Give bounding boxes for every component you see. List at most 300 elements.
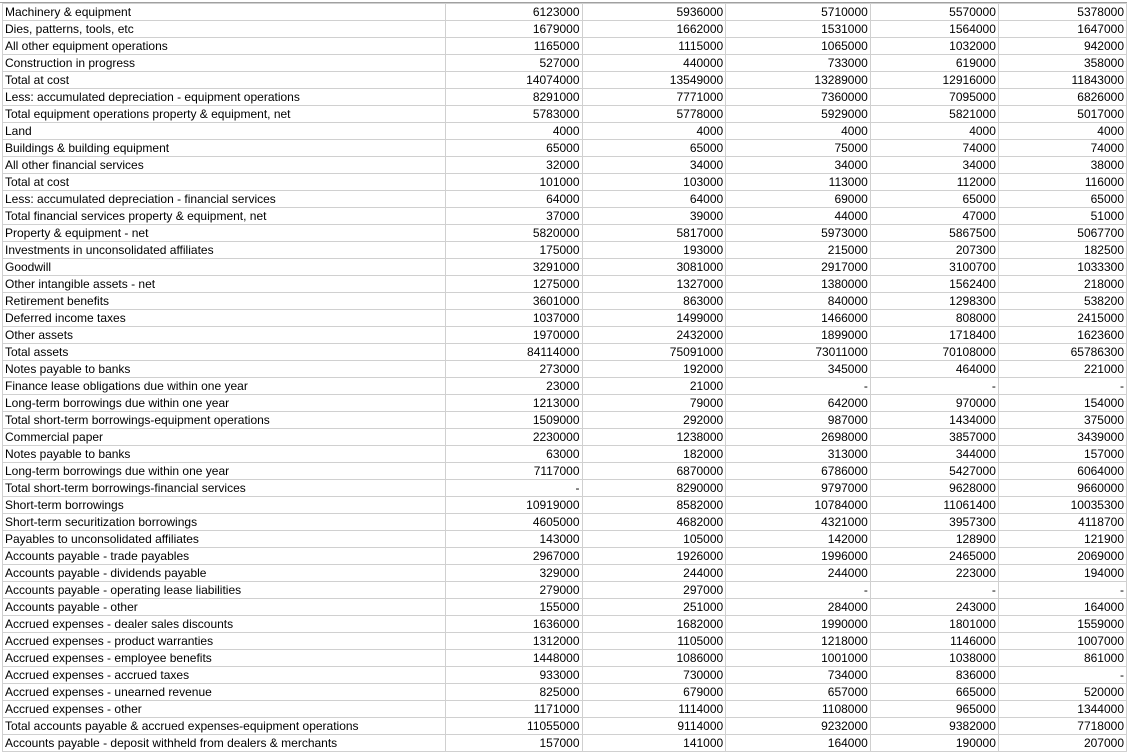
- value-cell[interactable]: 75091000: [582, 344, 726, 361]
- row-label-cell[interactable]: Land: [3, 123, 446, 140]
- value-cell[interactable]: 1448000: [445, 650, 582, 667]
- row-label-cell[interactable]: Other assets: [3, 327, 446, 344]
- row-label-cell[interactable]: Accrued expenses - accrued taxes: [3, 667, 446, 684]
- value-cell[interactable]: 1509000: [445, 412, 582, 429]
- value-cell[interactable]: 733000: [726, 55, 871, 72]
- value-cell[interactable]: 34000: [870, 157, 998, 174]
- table-row: [3, 55, 1127, 72]
- row-label-cell[interactable]: Accounts payable - dividends payable: [3, 565, 446, 582]
- value-cell[interactable]: 1718400: [870, 327, 998, 344]
- value-cell[interactable]: 23000: [445, 378, 582, 395]
- value-cell[interactable]: 1499000: [582, 310, 726, 327]
- value-cell[interactable]: 942000: [998, 38, 1126, 55]
- table-row: [3, 599, 1127, 616]
- table-row: [3, 514, 1127, 531]
- value-cell[interactable]: 10035300: [998, 497, 1126, 514]
- row-label-cell[interactable]: All other equipment operations: [3, 38, 446, 55]
- row-label-cell[interactable]: Total accounts payable & accrued expenses-equipment operations: [3, 718, 446, 735]
- value-cell[interactable]: 5929000: [726, 106, 871, 123]
- value-cell[interactable]: 863000: [582, 293, 726, 310]
- value-cell[interactable]: 1996000: [726, 548, 871, 565]
- row-label-cell[interactable]: Total short-term borrowings-equipment operations: [3, 412, 446, 429]
- value-cell[interactable]: 164000: [726, 735, 871, 752]
- value-cell[interactable]: 65000: [998, 191, 1126, 208]
- table-row: [3, 497, 1127, 514]
- value-cell[interactable]: 2432000: [582, 327, 726, 344]
- value-cell[interactable]: 1434000: [870, 412, 998, 429]
- row-label-cell[interactable]: Less: accumulated depreciation - financial services: [3, 191, 446, 208]
- table-row: [3, 412, 1127, 429]
- table-row: [3, 650, 1127, 667]
- row-label-cell[interactable]: Machinery & equipment: [3, 4, 446, 21]
- value-cell[interactable]: 358000: [998, 55, 1126, 72]
- value-cell[interactable]: 3439000: [998, 429, 1126, 446]
- row-label-cell[interactable]: Short-term borrowings: [3, 497, 446, 514]
- value-cell[interactable]: 8291000: [445, 89, 582, 106]
- value-cell[interactable]: 1238000: [582, 429, 726, 446]
- value-cell[interactable]: 2917000: [726, 259, 871, 276]
- value-cell[interactable]: 5783000: [445, 106, 582, 123]
- value-cell[interactable]: 1564000: [870, 21, 998, 38]
- value-cell[interactable]: 5778000: [582, 106, 726, 123]
- value-cell[interactable]: 5427000: [870, 463, 998, 480]
- table-row: [3, 123, 1127, 140]
- table-row: [3, 276, 1127, 293]
- value-cell[interactable]: 5973000: [726, 225, 871, 242]
- value-cell[interactable]: 9232000: [726, 718, 871, 735]
- row-label-cell[interactable]: Goodwill: [3, 259, 446, 276]
- value-cell[interactable]: 74000: [870, 140, 998, 157]
- table-row: [3, 361, 1127, 378]
- value-cell[interactable]: 9660000: [998, 480, 1126, 497]
- row-label-cell[interactable]: Notes payable to banks: [3, 446, 446, 463]
- value-cell[interactable]: 103000: [582, 174, 726, 191]
- value-cell[interactable]: 2698000: [726, 429, 871, 446]
- value-cell[interactable]: 70108000: [870, 344, 998, 361]
- value-cell[interactable]: 190000: [870, 735, 998, 752]
- row-label-cell[interactable]: Accrued expenses - other: [3, 701, 446, 718]
- value-cell[interactable]: 730000: [582, 667, 726, 684]
- value-cell[interactable]: 825000: [445, 684, 582, 701]
- value-cell[interactable]: 313000: [726, 446, 871, 463]
- value-cell[interactable]: 1105000: [582, 633, 726, 650]
- value-cell[interactable]: 1298300: [870, 293, 998, 310]
- value-cell[interactable]: 32000: [445, 157, 582, 174]
- row-label-cell[interactable]: Long-term borrowings due within one year: [3, 463, 446, 480]
- value-cell[interactable]: 284000: [726, 599, 871, 616]
- value-cell[interactable]: 933000: [445, 667, 582, 684]
- table-row: [3, 106, 1127, 123]
- value-cell[interactable]: -: [998, 582, 1126, 599]
- table-row: [3, 429, 1127, 446]
- value-cell[interactable]: 157000: [445, 735, 582, 752]
- value-cell[interactable]: 10784000: [726, 497, 871, 514]
- value-cell[interactable]: 344000: [870, 446, 998, 463]
- value-cell[interactable]: 75000: [726, 140, 871, 157]
- value-cell[interactable]: 8290000: [582, 480, 726, 497]
- table-row: [3, 463, 1127, 480]
- value-cell[interactable]: 3291000: [445, 259, 582, 276]
- value-cell[interactable]: 9114000: [582, 718, 726, 735]
- row-label-cell[interactable]: Accounts payable - deposit withheld from dealers & merchants: [3, 735, 446, 752]
- value-cell[interactable]: 73011000: [726, 344, 871, 361]
- value-cell[interactable]: 3601000: [445, 293, 582, 310]
- value-cell[interactable]: 1662000: [582, 21, 726, 38]
- value-cell[interactable]: 5570000: [870, 4, 998, 21]
- value-cell[interactable]: 65786300: [998, 344, 1126, 361]
- value-cell[interactable]: 1165000: [445, 38, 582, 55]
- value-cell[interactable]: 215000: [726, 242, 871, 259]
- value-cell[interactable]: 14074000: [445, 72, 582, 89]
- value-cell[interactable]: 101000: [445, 174, 582, 191]
- value-cell[interactable]: 1001000: [726, 650, 871, 667]
- value-cell[interactable]: 11843000: [998, 72, 1126, 89]
- value-cell[interactable]: 840000: [726, 293, 871, 310]
- row-label-cell[interactable]: Dies, patterns, tools, etc: [3, 21, 446, 38]
- value-cell[interactable]: 4000: [998, 123, 1126, 140]
- value-cell[interactable]: 194000: [998, 565, 1126, 582]
- value-cell[interactable]: 1682000: [582, 616, 726, 633]
- value-cell[interactable]: 273000: [445, 361, 582, 378]
- value-cell[interactable]: 142000: [726, 531, 871, 548]
- value-cell[interactable]: 128900: [870, 531, 998, 548]
- value-cell[interactable]: 619000: [870, 55, 998, 72]
- value-cell[interactable]: 734000: [726, 667, 871, 684]
- row-label-cell[interactable]: Investments in unconsolidated affiliates: [3, 242, 446, 259]
- table-row: [3, 684, 1127, 701]
- value-cell[interactable]: 37000: [445, 208, 582, 225]
- value-cell[interactable]: 13289000: [726, 72, 871, 89]
- row-label-cell[interactable]: Construction in progress: [3, 55, 446, 72]
- table-row: [3, 718, 1127, 735]
- table-body: [3, 4, 1127, 752]
- value-cell[interactable]: 1032000: [870, 38, 998, 55]
- value-cell[interactable]: 1344000: [998, 701, 1126, 718]
- value-cell[interactable]: 175000: [445, 242, 582, 259]
- value-cell[interactable]: 21000: [582, 378, 726, 395]
- value-cell[interactable]: 2415000: [998, 310, 1126, 327]
- value-cell[interactable]: 112000: [870, 174, 998, 191]
- row-label-cell[interactable]: Total short-term borrowings-financial services: [3, 480, 446, 497]
- row-label-cell[interactable]: Short-term securitization borrowings: [3, 514, 446, 531]
- table-row: [3, 21, 1127, 38]
- table-row: [3, 446, 1127, 463]
- value-cell[interactable]: 1647000: [998, 21, 1126, 38]
- value-cell[interactable]: 182500: [998, 242, 1126, 259]
- value-cell[interactable]: 7095000: [870, 89, 998, 106]
- value-cell[interactable]: 538200: [998, 293, 1126, 310]
- value-cell[interactable]: 1801000: [870, 616, 998, 633]
- value-cell[interactable]: 5817000: [582, 225, 726, 242]
- row-label-cell[interactable]: Accrued expenses - employee benefits: [3, 650, 446, 667]
- row-label-cell[interactable]: Long-term borrowings due within one year: [3, 395, 446, 412]
- value-cell[interactable]: 1146000: [870, 633, 998, 650]
- value-cell[interactable]: 1275000: [445, 276, 582, 293]
- value-cell[interactable]: -: [998, 667, 1126, 684]
- table-row: [3, 310, 1127, 327]
- value-cell[interactable]: 1380000: [726, 276, 871, 293]
- row-label-cell[interactable]: Accounts payable - trade payables: [3, 548, 446, 565]
- value-cell[interactable]: 39000: [582, 208, 726, 225]
- value-cell[interactable]: 4000: [870, 123, 998, 140]
- value-cell[interactable]: 154000: [998, 395, 1126, 412]
- value-cell[interactable]: 1466000: [726, 310, 871, 327]
- value-cell[interactable]: 970000: [870, 395, 998, 412]
- value-cell[interactable]: 143000: [445, 531, 582, 548]
- value-cell[interactable]: 65000: [445, 140, 582, 157]
- value-cell[interactable]: 808000: [870, 310, 998, 327]
- value-cell[interactable]: 665000: [870, 684, 998, 701]
- value-cell[interactable]: 1038000: [870, 650, 998, 667]
- value-cell[interactable]: 7771000: [582, 89, 726, 106]
- value-cell[interactable]: 1559000: [998, 616, 1126, 633]
- value-cell[interactable]: 251000: [582, 599, 726, 616]
- value-cell[interactable]: 69000: [726, 191, 871, 208]
- value-cell[interactable]: 9628000: [870, 480, 998, 497]
- value-cell[interactable]: 464000: [870, 361, 998, 378]
- value-cell[interactable]: 1114000: [582, 701, 726, 718]
- table-row: [3, 89, 1127, 106]
- value-cell[interactable]: 38000: [998, 157, 1126, 174]
- value-cell[interactable]: 51000: [998, 208, 1126, 225]
- value-cell[interactable]: 9382000: [870, 718, 998, 735]
- row-label-cell[interactable]: Property & equipment - net: [3, 225, 446, 242]
- value-cell[interactable]: 7117000: [445, 463, 582, 480]
- row-label-cell[interactable]: Commercial paper: [3, 429, 446, 446]
- value-cell[interactable]: 1562400: [870, 276, 998, 293]
- value-cell[interactable]: 2230000: [445, 429, 582, 446]
- value-cell[interactable]: 5378000: [998, 4, 1126, 21]
- value-cell[interactable]: 679000: [582, 684, 726, 701]
- value-cell[interactable]: 1115000: [582, 38, 726, 55]
- value-cell[interactable]: 1218000: [726, 633, 871, 650]
- value-cell[interactable]: -: [445, 480, 582, 497]
- value-cell[interactable]: 3081000: [582, 259, 726, 276]
- table-row: [3, 242, 1127, 259]
- value-cell[interactable]: 11061400: [870, 497, 998, 514]
- table-row: [3, 480, 1127, 497]
- value-cell[interactable]: 1037000: [445, 310, 582, 327]
- value-cell[interactable]: 4000: [726, 123, 871, 140]
- row-label-cell[interactable]: Payables to unconsolidated affiliates: [3, 531, 446, 548]
- value-cell[interactable]: 65000: [870, 191, 998, 208]
- table-row: [3, 293, 1127, 310]
- value-cell[interactable]: 6826000: [998, 89, 1126, 106]
- value-cell[interactable]: 223000: [870, 565, 998, 582]
- value-cell[interactable]: 10919000: [445, 497, 582, 514]
- row-label-cell[interactable]: Less: accumulated depreciation - equipment operations: [3, 89, 446, 106]
- value-cell[interactable]: 11055000: [445, 718, 582, 735]
- row-label-cell[interactable]: Accounts payable - operating lease liabilities: [3, 582, 446, 599]
- value-cell[interactable]: 207000: [998, 735, 1126, 752]
- table-row: [3, 174, 1127, 191]
- value-cell[interactable]: 105000: [582, 531, 726, 548]
- table-row: [3, 140, 1127, 157]
- value-cell[interactable]: 63000: [445, 446, 582, 463]
- value-cell[interactable]: 987000: [726, 412, 871, 429]
- row-label-cell[interactable]: Retirement benefits: [3, 293, 446, 310]
- value-cell[interactable]: -: [870, 378, 998, 395]
- value-cell[interactable]: 182000: [582, 446, 726, 463]
- value-cell[interactable]: 218000: [998, 276, 1126, 293]
- table-row: [3, 667, 1127, 684]
- value-cell[interactable]: 4000: [582, 123, 726, 140]
- value-cell[interactable]: 116000: [998, 174, 1126, 191]
- value-cell[interactable]: 5820000: [445, 225, 582, 242]
- table-row: [3, 735, 1127, 752]
- value-cell[interactable]: 440000: [582, 55, 726, 72]
- value-cell[interactable]: 1679000: [445, 21, 582, 38]
- value-cell[interactable]: 84114000: [445, 344, 582, 361]
- value-cell[interactable]: 47000: [870, 208, 998, 225]
- value-cell[interactable]: 9797000: [726, 480, 871, 497]
- value-cell[interactable]: 74000: [998, 140, 1126, 157]
- value-cell[interactable]: 1970000: [445, 327, 582, 344]
- value-cell[interactable]: 7718000: [998, 718, 1126, 735]
- row-label-cell[interactable]: Total equipment operations property & equipment, net: [3, 106, 446, 123]
- value-cell[interactable]: 157000: [998, 446, 1126, 463]
- value-cell[interactable]: 1636000: [445, 616, 582, 633]
- value-cell[interactable]: 64000: [445, 191, 582, 208]
- value-cell[interactable]: 12916000: [870, 72, 998, 89]
- value-cell[interactable]: 64000: [582, 191, 726, 208]
- value-cell[interactable]: 2069000: [998, 548, 1126, 565]
- value-cell[interactable]: 1033300: [998, 259, 1126, 276]
- row-label-cell[interactable]: Accrued expenses - unearned revenue: [3, 684, 446, 701]
- row-label-cell[interactable]: Other intangible assets - net: [3, 276, 446, 293]
- value-cell[interactable]: 244000: [726, 565, 871, 582]
- value-cell[interactable]: 243000: [870, 599, 998, 616]
- value-cell[interactable]: -: [726, 378, 871, 395]
- value-cell[interactable]: 4682000: [582, 514, 726, 531]
- value-cell[interactable]: 5017000: [998, 106, 1126, 123]
- value-cell[interactable]: 1213000: [445, 395, 582, 412]
- value-cell[interactable]: 192000: [582, 361, 726, 378]
- value-cell[interactable]: 2465000: [870, 548, 998, 565]
- value-cell[interactable]: 113000: [726, 174, 871, 191]
- table-row: [3, 38, 1127, 55]
- value-cell[interactable]: 141000: [582, 735, 726, 752]
- value-cell[interactable]: 3857000: [870, 429, 998, 446]
- row-label-cell[interactable]: Deferred income taxes: [3, 310, 446, 327]
- value-cell[interactable]: 5710000: [726, 4, 871, 21]
- value-cell[interactable]: 155000: [445, 599, 582, 616]
- value-cell[interactable]: 4118700: [998, 514, 1126, 531]
- row-label-cell[interactable]: Total assets: [3, 344, 446, 361]
- value-cell[interactable]: -: [998, 378, 1126, 395]
- value-cell[interactable]: 279000: [445, 582, 582, 599]
- row-label-cell[interactable]: Total financial services property & equipment, net: [3, 208, 446, 225]
- value-cell[interactable]: 34000: [582, 157, 726, 174]
- row-label-cell[interactable]: Total at cost: [3, 72, 446, 89]
- row-label-cell[interactable]: Notes payable to banks: [3, 361, 446, 378]
- value-cell[interactable]: 297000: [582, 582, 726, 599]
- value-cell[interactable]: 861000: [998, 650, 1126, 667]
- value-cell[interactable]: 375000: [998, 412, 1126, 429]
- value-cell[interactable]: 527000: [445, 55, 582, 72]
- value-cell[interactable]: 1990000: [726, 616, 871, 633]
- value-cell[interactable]: 34000: [726, 157, 871, 174]
- row-label-cell[interactable]: Accrued expenses - dealer sales discounts: [3, 616, 446, 633]
- value-cell[interactable]: 657000: [726, 684, 871, 701]
- value-cell[interactable]: 5936000: [582, 4, 726, 21]
- value-cell[interactable]: 6870000: [582, 463, 726, 480]
- table-row: [3, 395, 1127, 412]
- value-cell[interactable]: 292000: [582, 412, 726, 429]
- value-cell[interactable]: 1086000: [582, 650, 726, 667]
- value-cell[interactable]: 520000: [998, 684, 1126, 701]
- value-cell[interactable]: 1531000: [726, 21, 871, 38]
- value-cell[interactable]: 6786000: [726, 463, 871, 480]
- value-cell[interactable]: 3100700: [870, 259, 998, 276]
- value-cell[interactable]: 79000: [582, 395, 726, 412]
- value-cell[interactable]: 5821000: [870, 106, 998, 123]
- value-cell[interactable]: 193000: [582, 242, 726, 259]
- value-cell[interactable]: 1108000: [726, 701, 871, 718]
- table-row: [3, 327, 1127, 344]
- value-cell[interactable]: 4000: [445, 123, 582, 140]
- value-cell[interactable]: 44000: [726, 208, 871, 225]
- value-cell[interactable]: -: [870, 582, 998, 599]
- value-cell[interactable]: 244000: [582, 565, 726, 582]
- value-cell[interactable]: 2967000: [445, 548, 582, 565]
- row-label-cell[interactable]: All other financial services: [3, 157, 446, 174]
- table-row: [3, 531, 1127, 548]
- value-cell[interactable]: 5867500: [870, 225, 998, 242]
- value-cell[interactable]: 8582000: [582, 497, 726, 514]
- table-row: [3, 157, 1127, 174]
- table-row: [3, 582, 1127, 599]
- table-row: [3, 191, 1127, 208]
- value-cell[interactable]: 642000: [726, 395, 871, 412]
- value-cell[interactable]: 4321000: [726, 514, 871, 531]
- value-cell[interactable]: 207300: [870, 242, 998, 259]
- value-cell[interactable]: 65000: [582, 140, 726, 157]
- row-label-cell[interactable]: Buildings & building equipment: [3, 140, 446, 157]
- value-cell[interactable]: 1899000: [726, 327, 871, 344]
- value-cell[interactable]: 1623600: [998, 327, 1126, 344]
- row-label-cell[interactable]: Total at cost: [3, 174, 446, 191]
- row-label-cell[interactable]: Accrued expenses - product warranties: [3, 633, 446, 650]
- value-cell[interactable]: 3957300: [870, 514, 998, 531]
- value-cell[interactable]: 164000: [998, 599, 1126, 616]
- value-cell[interactable]: 13549000: [582, 72, 726, 89]
- table-row: [3, 565, 1127, 582]
- value-cell[interactable]: 1312000: [445, 633, 582, 650]
- value-cell[interactable]: 4605000: [445, 514, 582, 531]
- value-cell[interactable]: -: [726, 582, 871, 599]
- row-label-cell[interactable]: Finance lease obligations due within one year: [3, 378, 446, 395]
- value-cell[interactable]: 1171000: [445, 701, 582, 718]
- value-cell[interactable]: 1926000: [582, 548, 726, 565]
- value-cell[interactable]: 1065000: [726, 38, 871, 55]
- table-row: [3, 633, 1127, 650]
- value-cell[interactable]: 965000: [870, 701, 998, 718]
- value-cell[interactable]: 7360000: [726, 89, 871, 106]
- value-cell[interactable]: 221000: [998, 361, 1126, 378]
- value-cell[interactable]: 121900: [998, 531, 1126, 548]
- value-cell[interactable]: 345000: [726, 361, 871, 378]
- table-row: [3, 378, 1127, 395]
- value-cell[interactable]: 6123000: [445, 4, 582, 21]
- value-cell[interactable]: 1007000: [998, 633, 1126, 650]
- value-cell[interactable]: 5067700: [998, 225, 1126, 242]
- value-cell[interactable]: 1327000: [582, 276, 726, 293]
- row-label-cell[interactable]: Accounts payable - other: [3, 599, 446, 616]
- value-cell[interactable]: 6064000: [998, 463, 1126, 480]
- value-cell[interactable]: 836000: [870, 667, 998, 684]
- value-cell[interactable]: 329000: [445, 565, 582, 582]
